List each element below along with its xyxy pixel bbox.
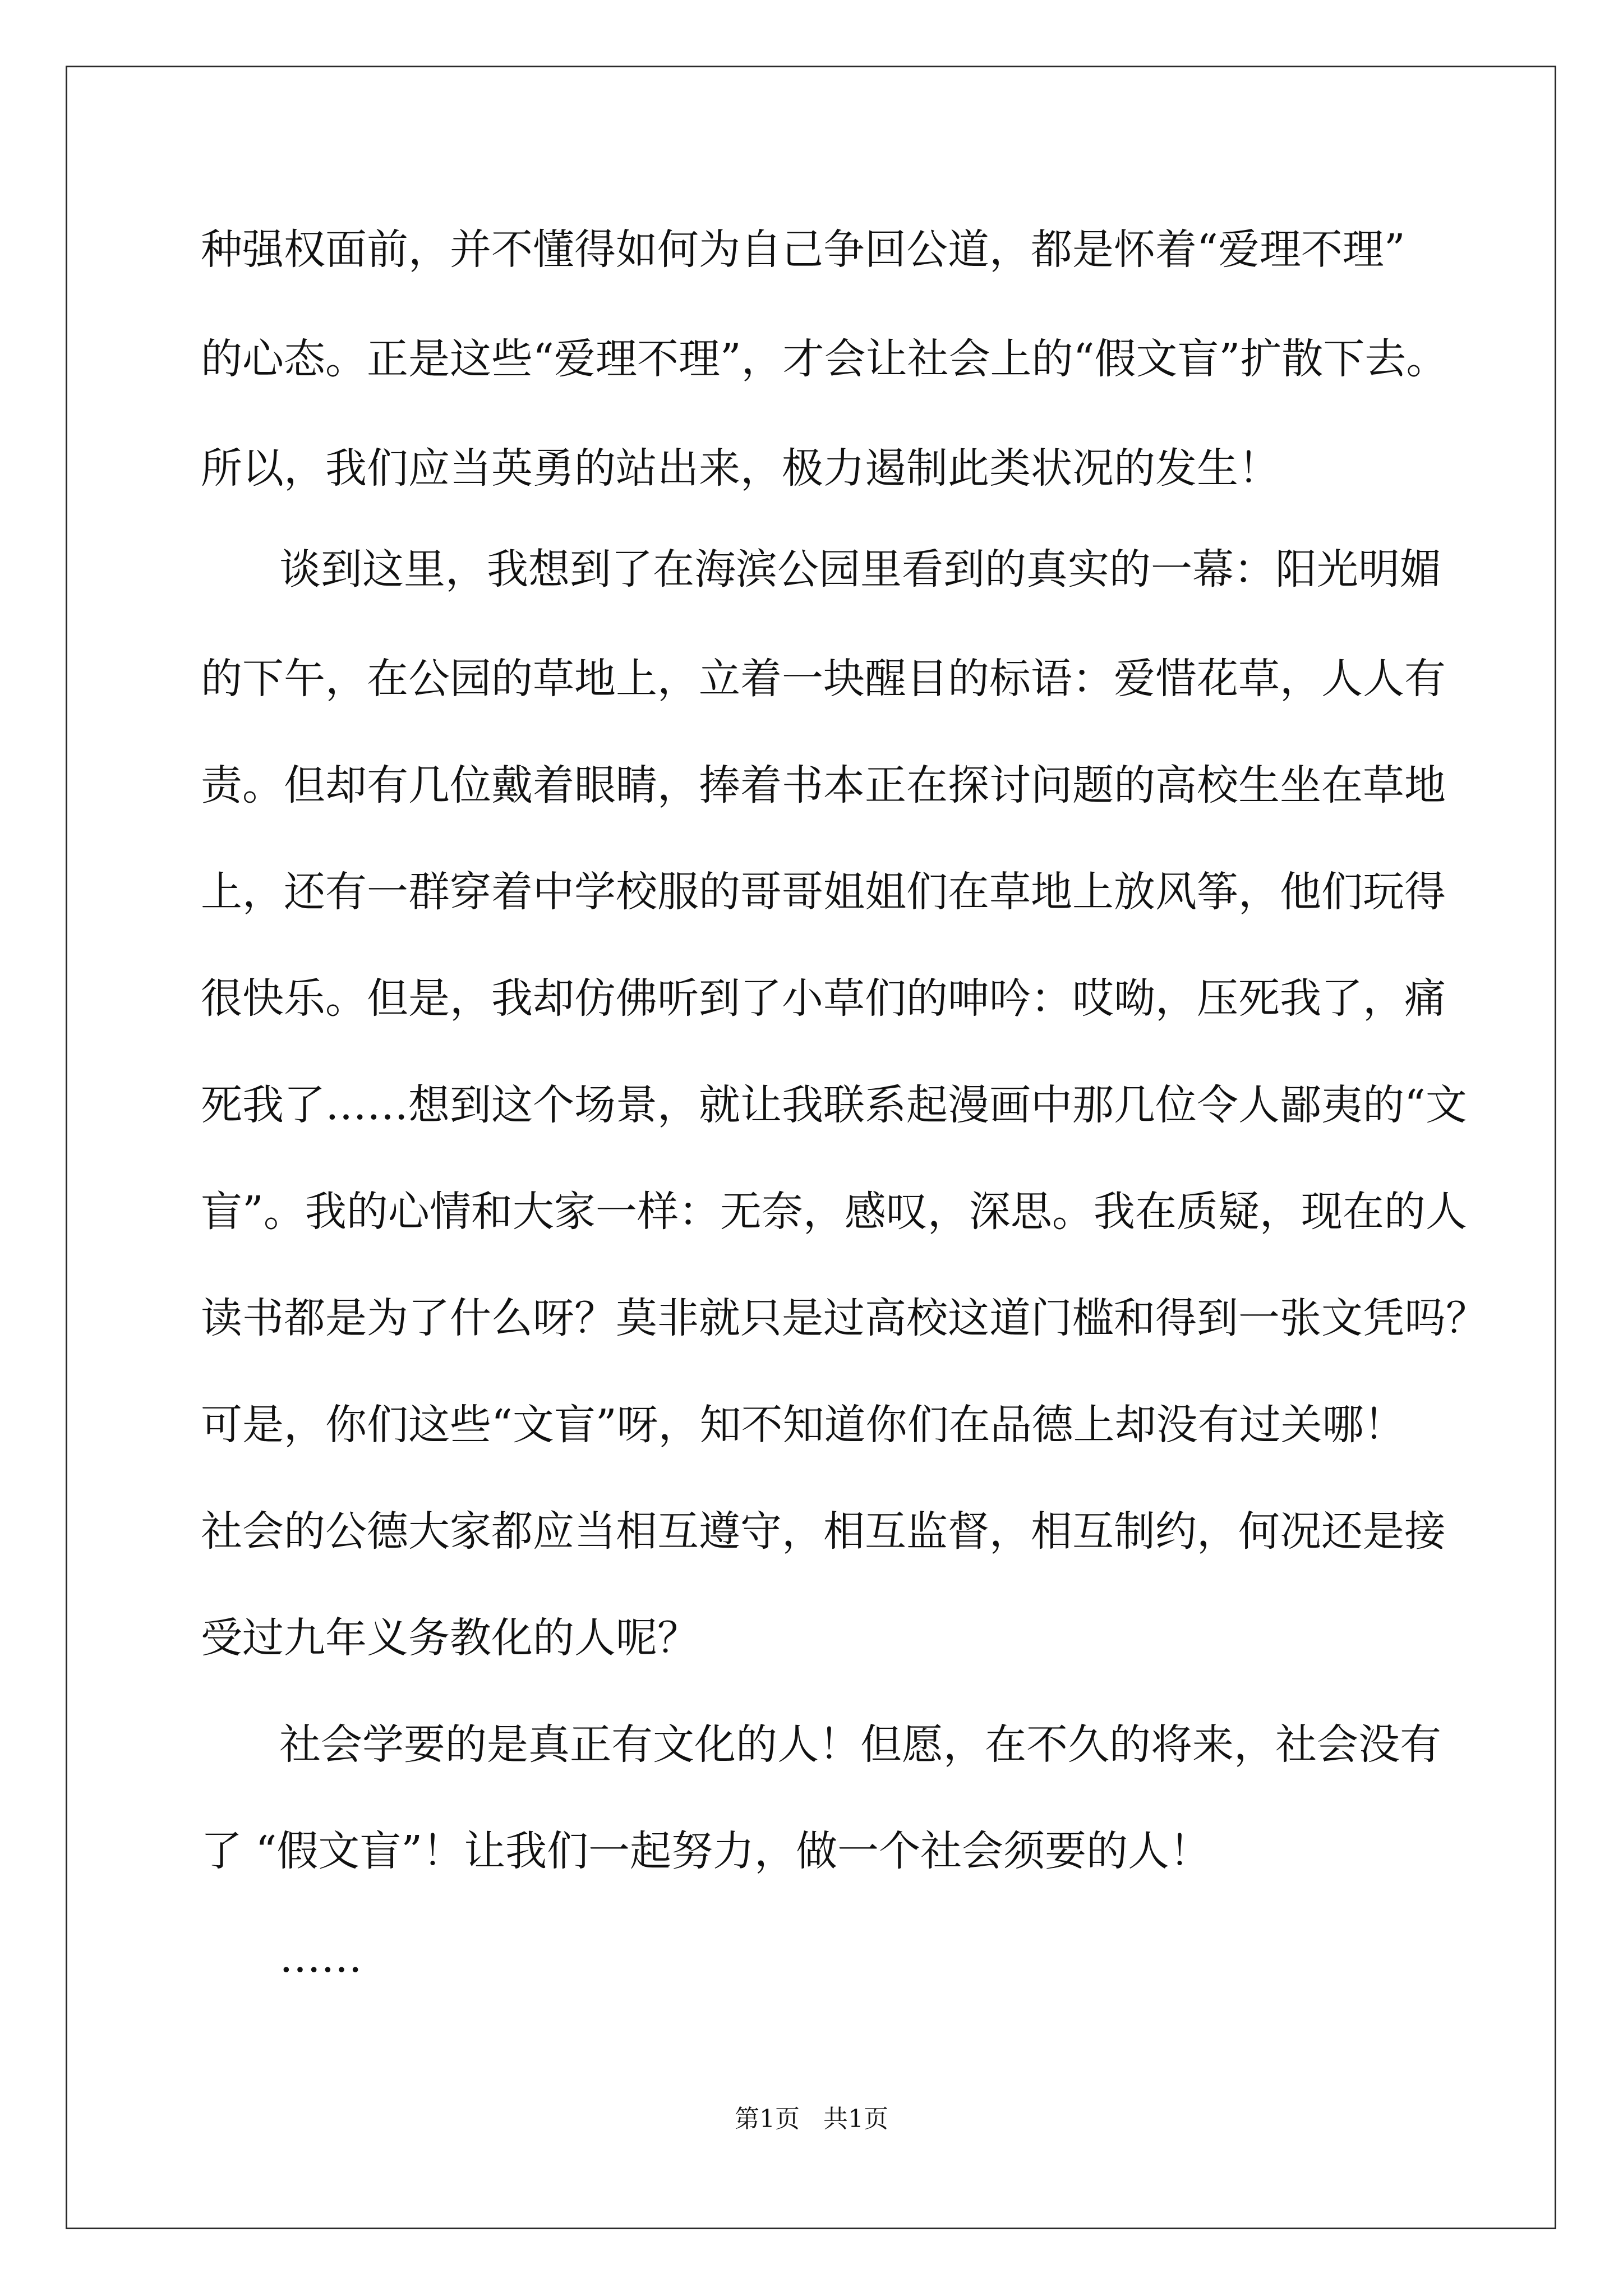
text-line: 上，还有一群穿着中学校服的哥哥姐姐们在草地上放风筝，他们玩得 xyxy=(201,868,1446,916)
ellipsis-line: …… xyxy=(279,1934,362,1982)
text-line: 所以，我们应当英勇的站出来，极力遏制此类状况的发生！ xyxy=(201,444,1280,493)
text-line: 很快乐。但是，我却仿佛听到了小草们的呻吟：哎呦，压死我了，痛 xyxy=(201,974,1446,1023)
text-line: 了 “假文盲”！让我们一起努力，做一个社会须要的人！ xyxy=(201,1827,1211,1875)
text-line: 盲”。我的心情和大家一样：无奈，感叹，深思。我在质疑，现在的人 xyxy=(201,1188,1467,1236)
page-number-footer: 第1页 共1页 xyxy=(735,2105,888,2133)
text-line: 读书都是为了什么呀？莫非就只是过高校这道门槛和得到一张文凭吗？ xyxy=(201,1294,1487,1342)
paragraph-start-line: 社会学要的是真正有文化的人！但愿，在不久的将来，社会没有 xyxy=(279,1720,1441,1769)
text-line: 的下午，在公园的草地上，立着一块醒目的标语：爱惜花草，人人有 xyxy=(201,655,1446,703)
text-line: 的心态。正是这些“爱理不理”，才会让社会上的“假文盲”扩散下去。 xyxy=(201,335,1448,383)
text-line: 社会的公德大家都应当相互遵守，相互监督，相互制约，何况还是接 xyxy=(201,1507,1446,1556)
text-line: 死我了……想到这个场景，就让我联系起漫画中那几位令人鄙夷的“文 xyxy=(201,1081,1467,1129)
paragraph-start-line: 谈到这里，我想到了在海滨公园里看到的真实的一幕：阳光明媚 xyxy=(279,545,1441,593)
text-line: 可是，你们这些“文盲”呀，知不知道你们在品德上却没有过关哪！ xyxy=(201,1401,1405,1449)
text-line: 责。但却有几位戴着眼睛，捧着书本正在探讨问题的高校生坐在草地 xyxy=(201,761,1446,809)
page-border xyxy=(66,66,1556,2229)
text-line: 种强权面前，并不懂得如何为自己争回公道，都是怀着“爱理不理” xyxy=(201,226,1405,274)
text-line: 受过九年义务教化的人呢？ xyxy=(201,1614,699,1662)
